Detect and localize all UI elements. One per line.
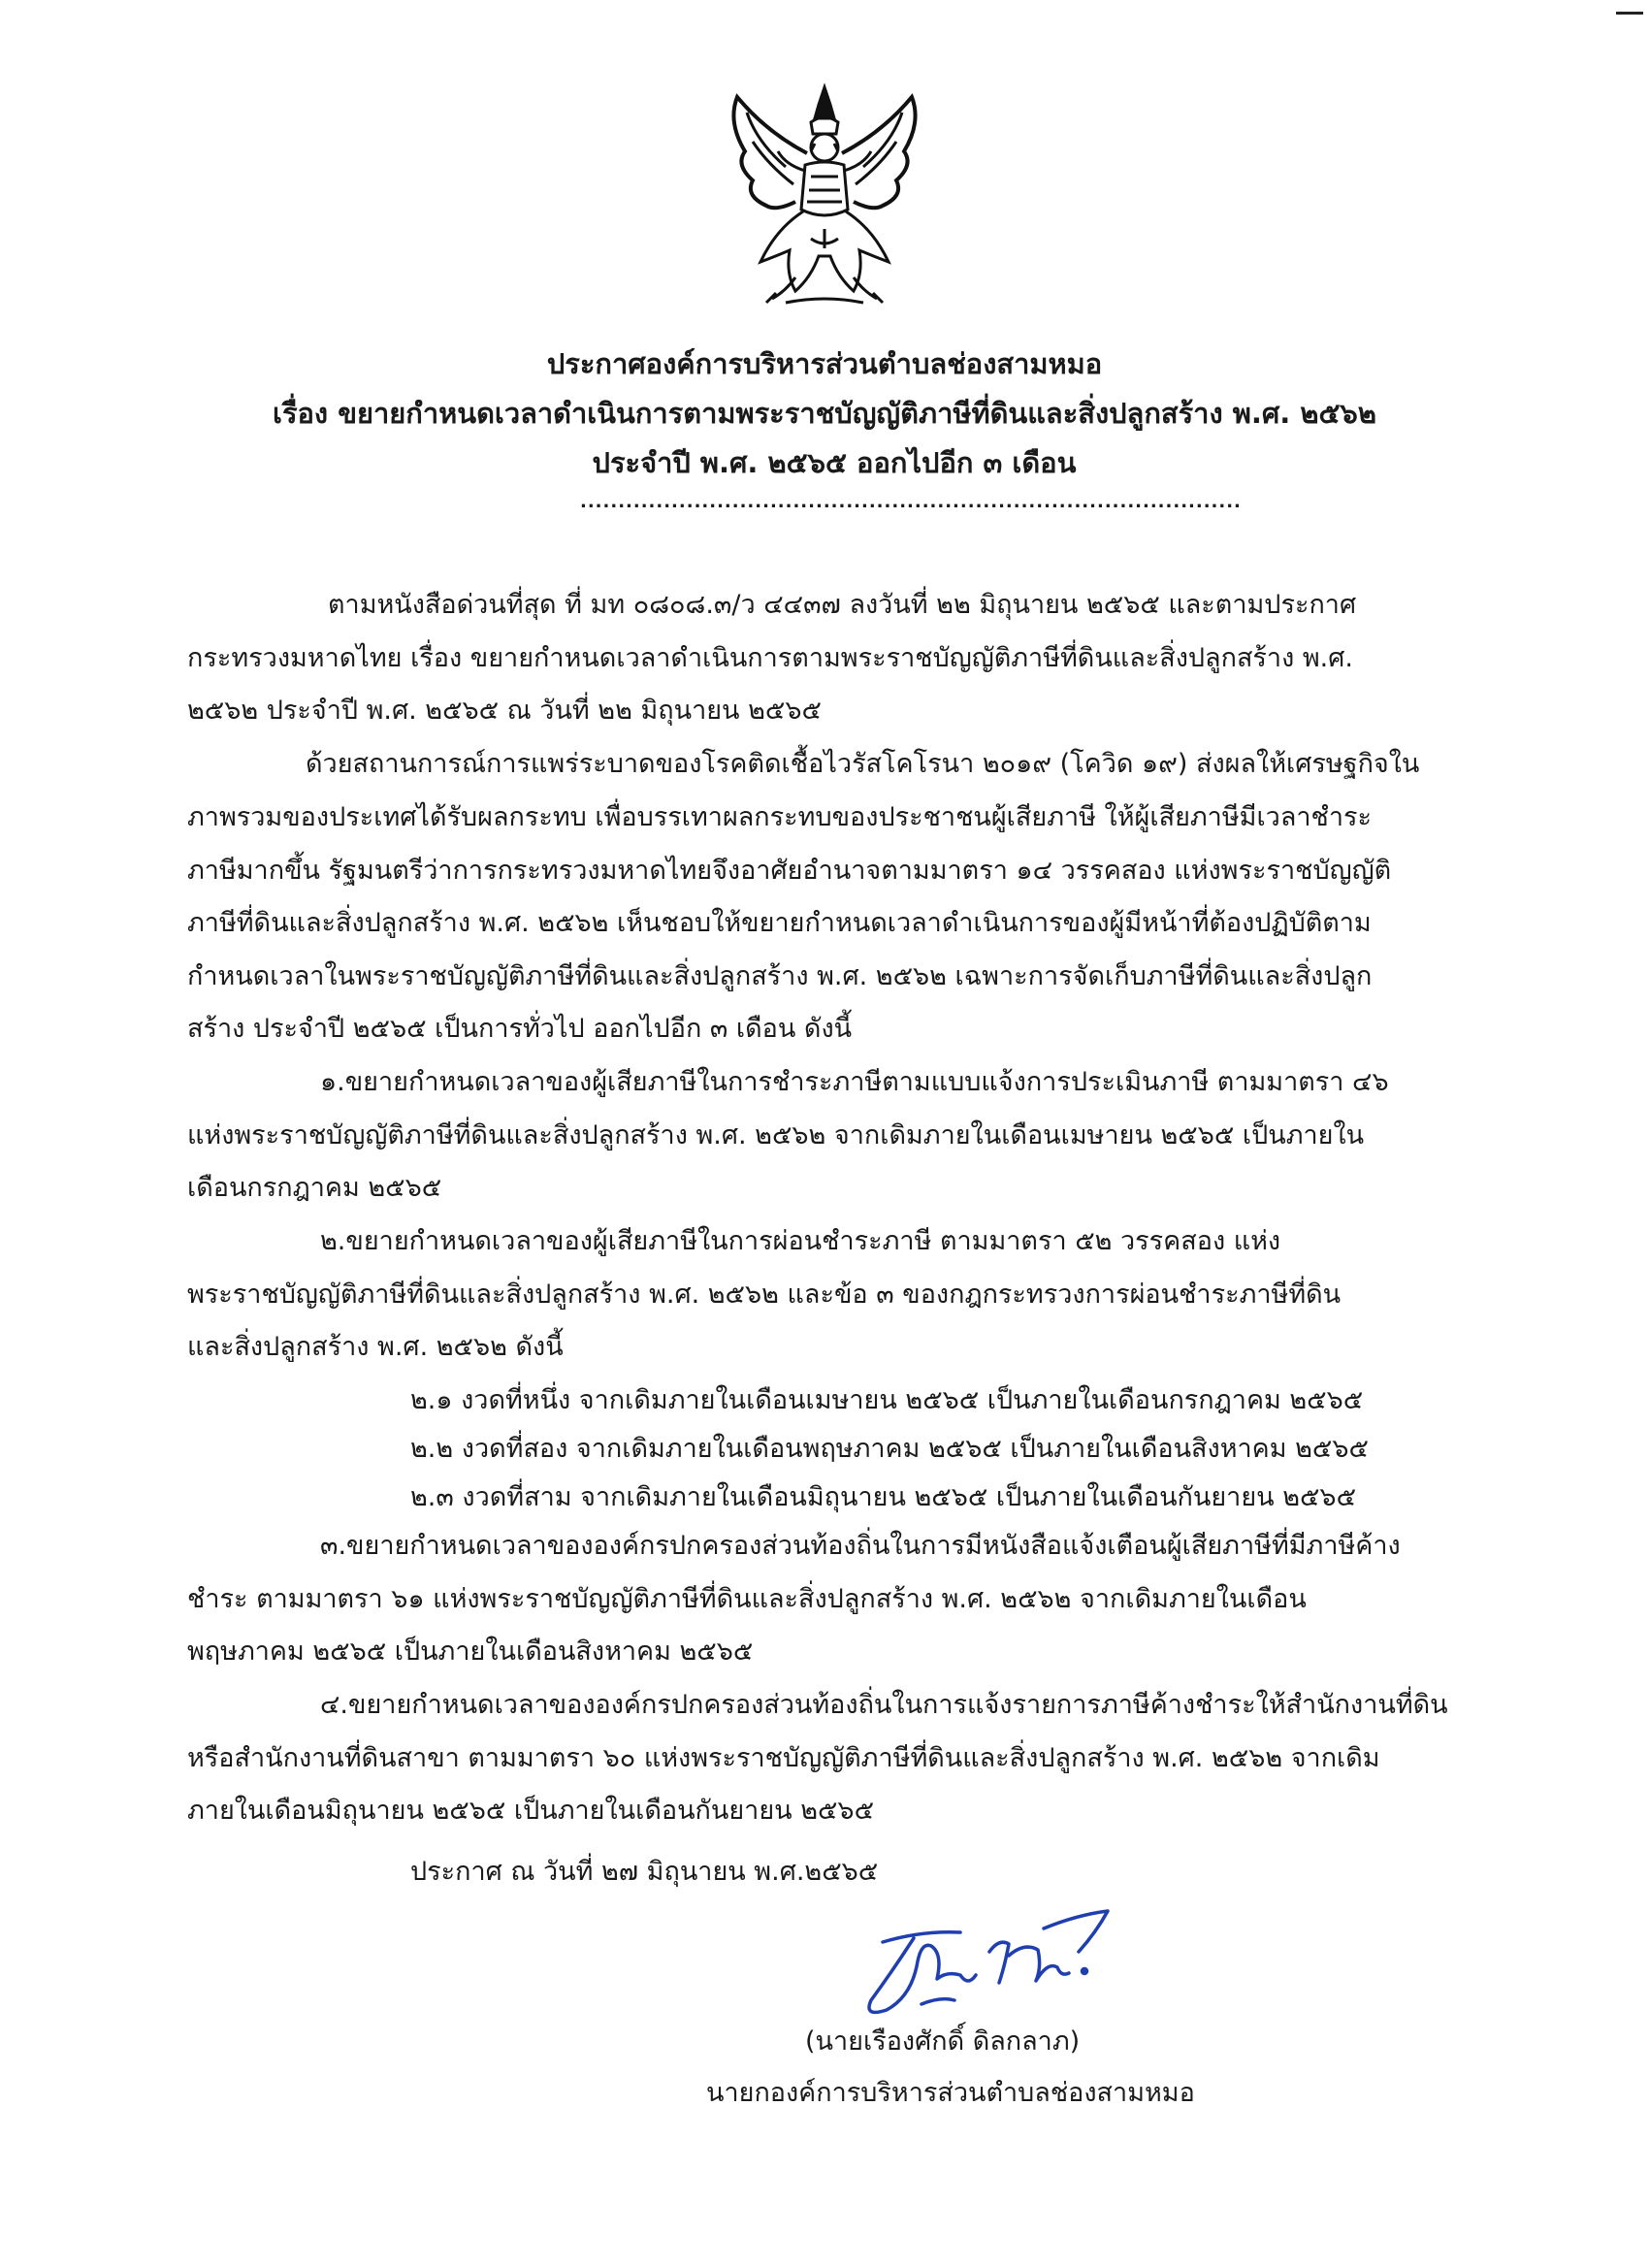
body-line: ภาพรวมของประเทศได้รับผลกระทบ เพื่อบรรเทาผลกระทบของประชาชนผู้เสียภาษี ให้ผู้เสียภาษีมีเวลาชำระ bbox=[187, 802, 1373, 832]
body-line: ภายในเดือนมิถุนายน ๒๕๖๕ เป็นภายในเดือนกันยายน ๒๕๖๕ bbox=[187, 1796, 874, 1826]
body-line: ๓.ขยายกำหนดเวลาขององค์กรปกครองส่วนท้องถิ่นในการมีหนังสือแจ้งเตือนผู้เสียภาษีที่มีภาษีค้าง bbox=[320, 1531, 1401, 1561]
body-line: กระทรวงมหาดไทย เรื่อง ขยายกำหนดเวลาดำเนินการตามพระราชบัญญัติภาษีที่ดินและสิ่งปลูกสร้าง พ.ศ. bbox=[187, 643, 1353, 673]
body-line: ภาษีที่ดินและสิ่งปลูกสร้าง พ.ศ. ๒๕๖๒ เห็นชอบให้ขยายกำหนดเวลาดำเนินการของผู้มีหน้าที่ต้องปฏิบัติตาม bbox=[187, 908, 1372, 938]
announcement-date: ประกาศ ณ วันที่ ๒๗ มิถุนายน พ.ศ.๒๕๖๕ bbox=[410, 1857, 879, 1887]
body-line: ๒๕๖๒ ประจำปี พ.ศ. ๒๕๖๕ ณ วันที่ ๒๒ มิถุนายน ๒๕๖๕ bbox=[187, 696, 822, 726]
body-line: ชำระ ตามมาตรา ๖๑ แห่งพระราชบัญญัติภาษีที่ดินและสิ่งปลูกสร้าง พ.ศ. ๒๕๖๒ จากเดิมภายในเดือน bbox=[187, 1584, 1307, 1614]
garuda-emblem-icon bbox=[718, 83, 931, 307]
body-line: ด้วยสถานการณ์การแพร่ระบาดของโรคติดเชื้อไวรัสโคโรนา ๒๐๑๙ (โควิด ๑๙) ส่งผลให้เศรษฐกิจใน bbox=[306, 749, 1420, 779]
body-line: เดือนกรกฎาคม ๒๕๖๕ bbox=[187, 1173, 442, 1203]
announcement-title: ประกาศองค์การบริหารส่วนตำบลช่องสามหมอ bbox=[546, 347, 1103, 380]
body-line: ๔.ขยายกำหนดเวลาขององค์กรปกครองส่วนท้องถิ่นในการแจ้งรายการภาษีค้างชำระให้สำนักงานที่ดิน bbox=[320, 1690, 1448, 1720]
body-line: ตามหนังสือด่วนที่สุด ที่ มท ๐๘๐๘.๓/ว ๔๔๓๗ ลงวันที่ ๒๒ มิถุนายน ๒๕๖๕ และตามประกาศ bbox=[328, 590, 1357, 620]
body-line: และสิ่งปลูกสร้าง พ.ศ. ๒๕๖๒ ดังนี้ bbox=[187, 1332, 564, 1362]
body-line: พระราชบัญญัติภาษีที่ดินและสิ่งปลูกสร้าง พ.ศ. ๒๕๖๒ และข้อ ๓ ของกฎกระทรวงการผ่อนชำระภาษีที่ดิน bbox=[187, 1280, 1342, 1310]
body-line: สร้าง ประจำปี ๒๕๖๕ เป็นการทั่วไป ออกไปอีก ๓ เดือน ดังนี้ bbox=[187, 1014, 853, 1044]
body-line: ภาษีมากขึ้น รัฐมนตรีว่าการกระทรวงมหาดไทยจึงอาศัยอำนาจตามมาตรา ๑๔ วรรคสอง แห่งพระราชบัญญัติ bbox=[187, 856, 1392, 886]
body-line: แห่งพระราชบัญญัติภาษีที่ดินและสิ่งปลูกสร้าง พ.ศ. ๒๕๖๒ จากเดิมภายในเดือนเมษายน ๒๕๖๕ เป็นภายใน bbox=[187, 1120, 1365, 1150]
installment-item: ๒.๒ งวดที่สอง จากเดิมภายในเดือนพฤษภาคม ๒๕๖๕ เป็นภายในเดือนสิงหาคม ๒๕๖๕ bbox=[410, 1434, 1369, 1464]
announcement-title-block bbox=[0, 340, 1649, 488]
body-line: ๑.ขยายกำหนดเวลาของผู้เสียภาษีในการชำระภาษีตามแบบแจ้งการประเมินภาษี ตามมาตรา ๔๖ bbox=[320, 1067, 1389, 1097]
title-separator: ....................................................................................... bbox=[580, 492, 1242, 512]
body-line: ๒.ขยายกำหนดเวลาของผู้เสียภาษีในการผ่อนชำระภาษี ตามมาตรา ๕๒ วรรคสอง แห่ง bbox=[320, 1226, 1281, 1256]
body-line: กำหนดเวลาในพระราชบัญญัติภาษีที่ดินและสิ่งปลูกสร้าง พ.ศ. ๒๕๖๒ เฉพาะการจัดเก็บภาษีที่ดินและสิ่งปลูก bbox=[187, 961, 1373, 991]
page-edge-mark bbox=[1616, 12, 1643, 15]
installment-item: ๒.๓ งวดที่สาม จากเดิมภายในเดือนมิถุนายน ๒๕๖๕ เป็นภายในเดือนกันยายน ๒๕๖๕ bbox=[410, 1482, 1357, 1512]
signer-position: นายกองค์การบริหารส่วนตำบลช่องสามหมอ bbox=[706, 2078, 1195, 2108]
announcement-subject: เรื่อง ขยายกำหนดเวลาดำเนินการตามพระราชบัญญัติภาษีที่ดินและสิ่งปลูกสร้าง พ.ศ. ๒๕๖๒ bbox=[273, 397, 1376, 430]
body-line: พฤษภาคม ๒๕๖๕ เป็นภายในเดือนสิงหาคม ๒๕๖๕ bbox=[187, 1636, 754, 1667]
body-line: หรือสำนักงานที่ดินสาขา ตามมาตรา ๖๐ แห่งพระราชบัญญัติภาษีที่ดินและสิ่งปลูกสร้าง พ.ศ. ๒๕๖๒ จากเดิม bbox=[187, 1743, 1380, 1773]
installment-item: ๒.๑ งวดที่หนึ่ง จากเดิมภายในเดือนเมษายน ๒๕๖๕ เป็นภายในเดือนกรกฎาคม ๒๕๖๕ bbox=[410, 1385, 1364, 1415]
signer-name: (นายเรืองศักดิ์ ดิลกลาภ) bbox=[805, 2026, 1081, 2057]
announcement-subject-line2: ประจำปี พ.ศ. ๒๕๖๕ ออกไปอีก ๓ เดือน bbox=[592, 446, 1077, 479]
handwritten-signature bbox=[854, 1903, 1135, 2029]
